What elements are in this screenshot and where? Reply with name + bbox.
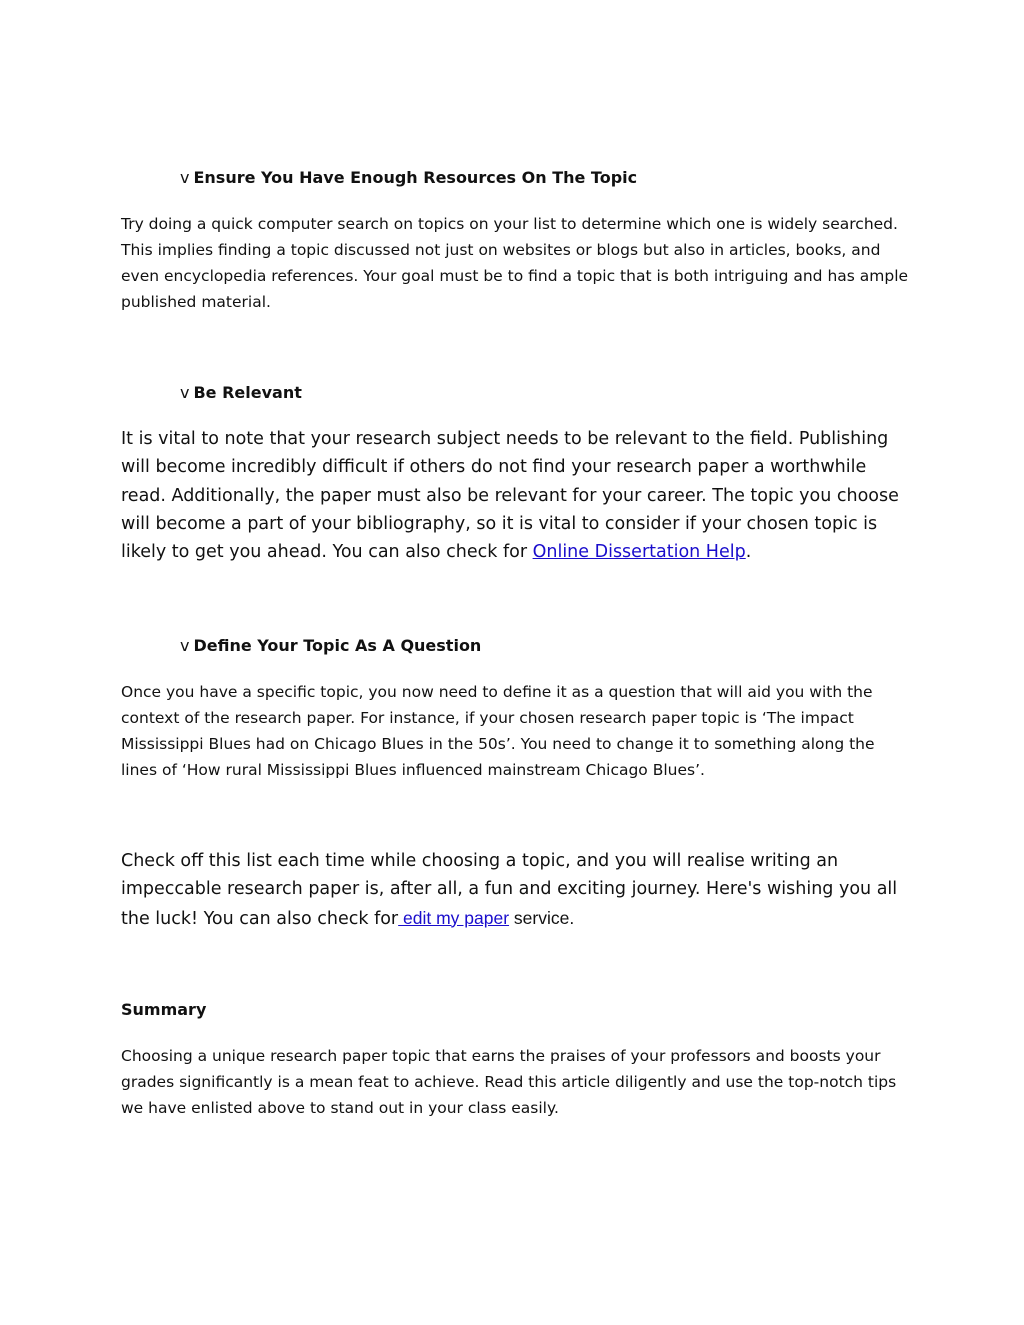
- summary-body: Choosing a unique research paper topic that earns the praises of your professors and boosts your grades significantly is a mean feat to achieve. Read this article diligently and use the top-notch tips we have enlisted above to stand out in your class easily.: [121, 1047, 897, 1117]
- section-heading-question: [180, 636, 900, 656]
- section-body-resources: Try doing a quick computer search on topics on your list to determine which one is widely searched. This implies finding a topic discussed not just on websites or blogs but also in articles, books, and even encyclopedia references. Your goal must be to find a topic that is both intriguing and has ample published material.: [121, 215, 909, 311]
- bullet-marker: v: [180, 636, 190, 655]
- heading-text: Ensure You Have Enough Resources On The Topic: [193, 168, 638, 187]
- closing-text-end: service.: [509, 907, 575, 928]
- heading-text: Be Relevant: [193, 383, 302, 402]
- section-heading-resources: [180, 168, 900, 188]
- body-text-end: .: [745, 542, 752, 563]
- heading-text: Define Your Topic As A Question: [193, 636, 482, 655]
- section-body-question: Once you have a specific topic, you now need to define it as a question that will aid you with the context of the research paper. For instance, if your chosen research paper topic is ‘The impact Mississippi Blues had on Chicago Blues in the 50s’. You need to change it to something along the lines of ‘How rural Mississippi Blues influenced mainstream Chicago Blues’.: [121, 683, 875, 779]
- edit-my-paper-link[interactable]: edit my paper: [398, 907, 510, 928]
- bullet-marker: v: [180, 168, 190, 187]
- bullet-marker: v: [180, 383, 190, 402]
- section-body-relevant: [121, 425, 911, 566]
- summary-heading: Summary: [121, 1000, 207, 1019]
- closing-text: Check off this list each time while choosing a topic, and you will realise writing an impeccable research paper is, after all, a fun and exciting journey. Here's wishing you all the luck! You can also check for: [121, 851, 898, 929]
- online-dissertation-help-link[interactable]: Online Dissertation Help: [532, 542, 746, 563]
- section-heading-relevant: [180, 383, 900, 403]
- closing-paragraph: [121, 847, 911, 933]
- body-text: It is vital to note that your research subject needs to be relevant to the field. Publishing will become incredibly difficult if others do not find your research paper a worthwhile read. Additionally, the paper must also be relevant for your career. The topic you choose will become a part of your bibliography, so it is vital to consider if your chosen topic is likely to get you ahead. You can also check for: [121, 429, 899, 563]
